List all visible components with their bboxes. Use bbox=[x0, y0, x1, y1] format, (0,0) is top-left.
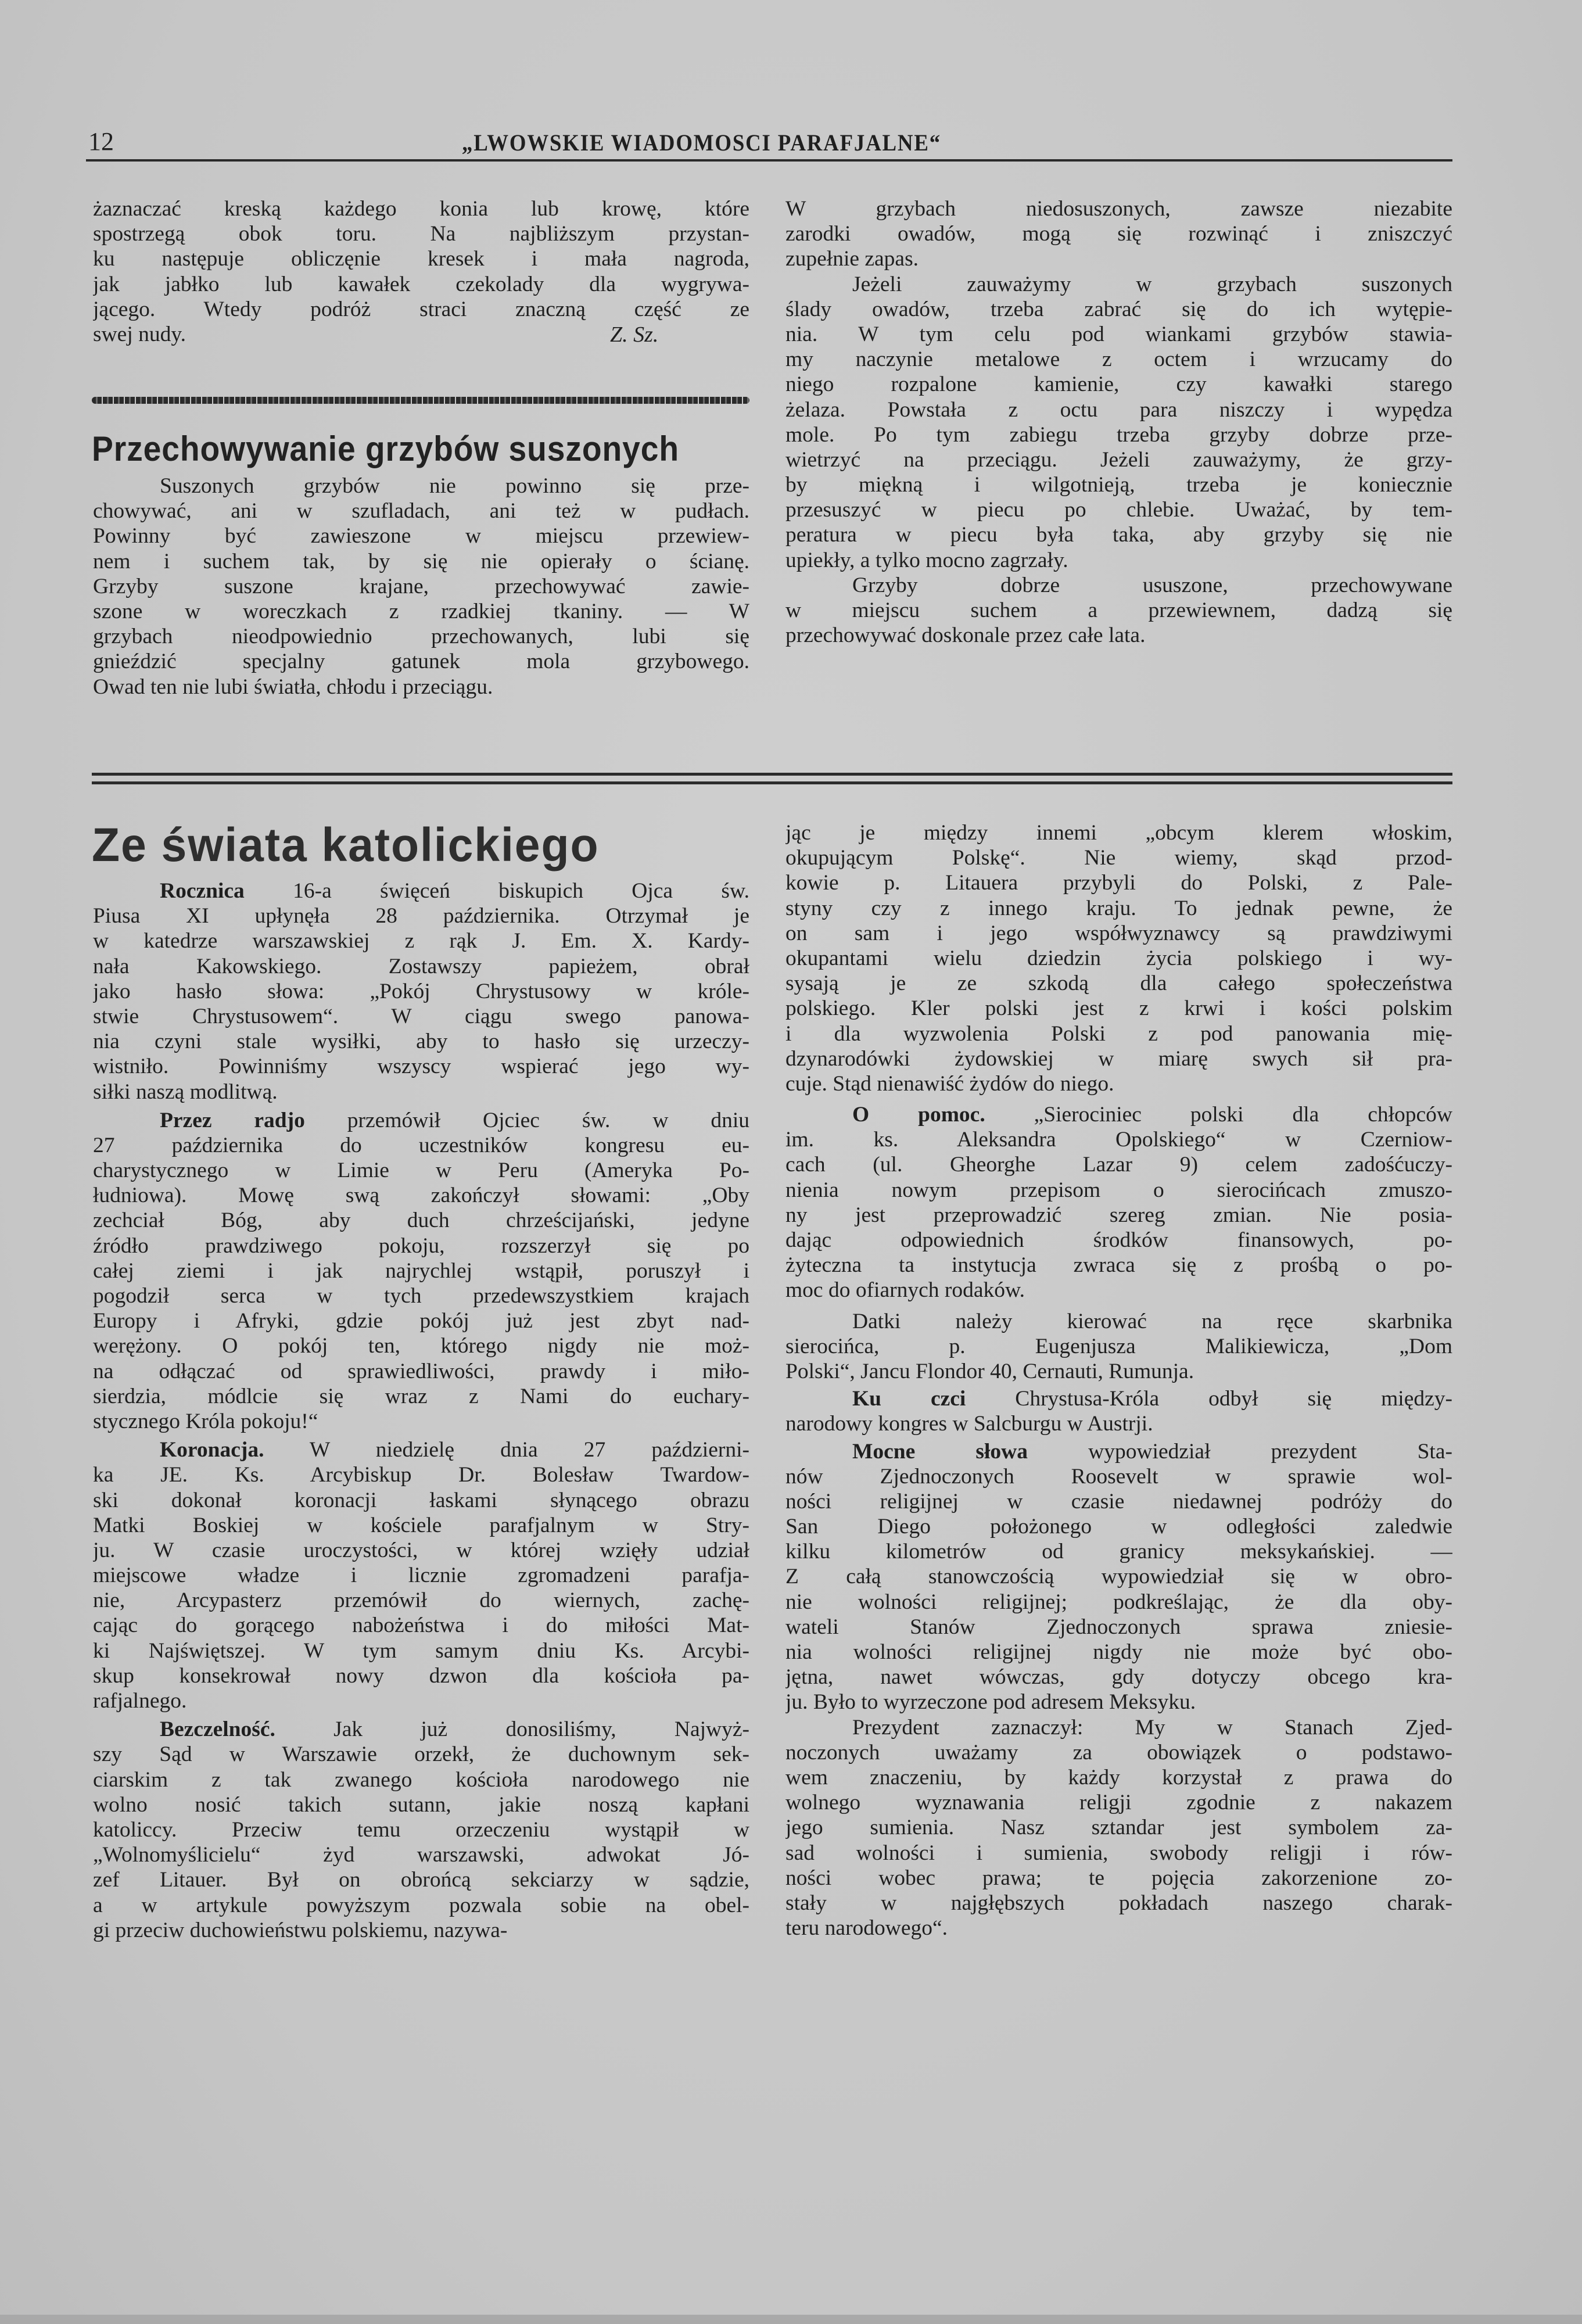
text-line: Bezczelność. Jak już donosiliśmy, Najwyż- bbox=[160, 1717, 749, 1742]
text-line: Koronacja. W niedzielę dnia 27 październi- bbox=[160, 1438, 749, 1462]
text-line: „Wolnomyślicielu“ żyd warszawski, adwokat Jó- bbox=[93, 1843, 749, 1867]
text-line: stycznego Króla pokoju!“ bbox=[93, 1409, 318, 1433]
text-line: on sam i jego współwyznawcy są prawdziwymi bbox=[785, 921, 1452, 945]
text-line: stały w najgłębszych pokładach naszego charak- bbox=[785, 1891, 1452, 1915]
text-line: ju. Było to wyrzeczone pod adresem Meksyku. bbox=[785, 1690, 1196, 1715]
text-line: zarodki owadów, mogą się rozwinąć i zniszczyć bbox=[785, 222, 1452, 246]
text-line: Ku czci Chrystusa-Króla odbył się między- bbox=[852, 1387, 1452, 1411]
ornamental-divider bbox=[92, 397, 749, 404]
text-line: narodowy kongres w Salcburgu w Austrji. bbox=[785, 1412, 1153, 1436]
text-line: gnieździć specjalny gatunek mola grzybowego. bbox=[93, 650, 749, 674]
text-line: peratura w piecu była taka, aby grzyby się nie bbox=[785, 523, 1452, 547]
text-line: Owad ten nie lubi światła, chłodu i przeciągu. bbox=[93, 675, 493, 699]
text-line: Europy i Afryki, gdzie pokój już jest zbyt nad- bbox=[93, 1309, 749, 1333]
text-line: nia wolności religijnej nigdy nie może być obo- bbox=[785, 1640, 1452, 1664]
text-line: polskiego. Kler polski jest z krwi i kości polskim bbox=[785, 996, 1452, 1021]
text-line: gi przeciw duchowieństwu polskiemu, nazywa- bbox=[93, 1918, 508, 1942]
publication-title: „LWOWSKIE WIADOMOSCI PARAFJALNE“ bbox=[462, 130, 941, 156]
text-line: w miejscu suchem a przewiewnem, dadzą się bbox=[785, 598, 1452, 622]
paragraph-lead: O pomoc. bbox=[852, 1103, 985, 1127]
text-line: żelaza. Powstała z octu para niszczy i wypędza bbox=[785, 397, 1452, 422]
text-line: przechowywać doskonale przez całe lata. bbox=[785, 623, 1146, 648]
page-number: 12 bbox=[88, 127, 114, 156]
text-line: Jeżeli zauważymy w grzybach suszonych bbox=[852, 272, 1452, 296]
text-line: źródło prawdziwego pokoju, rozszerzył się po bbox=[93, 1233, 749, 1258]
text-line: wolnego wyznawania religji zgodnie z nakazem bbox=[785, 1791, 1452, 1815]
text-line: dając odpowiednich środków finansowych, po- bbox=[785, 1228, 1452, 1252]
text-line: nie, Arcypasterz przemówił do wiernych, zachę- bbox=[93, 1588, 749, 1613]
text-line: Piusa XI upłynęła 28 października. Otrzymał je bbox=[93, 904, 749, 928]
text-line: nienia nowym przepisom o sierocińcach zmuszo- bbox=[785, 1178, 1452, 1202]
paragraph-lead: Przez radjo bbox=[160, 1108, 305, 1132]
text-line: 27 października do uczestników kongresu eu- bbox=[93, 1133, 749, 1157]
paragraph-lead: Mocne słowa bbox=[852, 1439, 1028, 1464]
text-line: Prezydent zaznaczył: My w Stanach Zjed- bbox=[852, 1715, 1452, 1740]
text-line: Matki Boskiej w kościele parafjalnym w Stry- bbox=[93, 1513, 749, 1537]
paragraph-lead: Rocznica bbox=[160, 879, 245, 903]
text-line: sad wolności i sumienia, swobody religji i rów- bbox=[785, 1841, 1452, 1865]
text-line: ciarskim z tak zwanego kościoła narodowego nie bbox=[93, 1767, 749, 1792]
text-line: zechciał Bóg, aby duch chrześcijański, jedyne bbox=[93, 1208, 749, 1233]
text-line: cach (ul. Gheorghe Lazar 9) celem zadośćuczy- bbox=[785, 1153, 1452, 1177]
text-line: wateli Stanów Zjednoczonych sprawa zniesie- bbox=[785, 1615, 1452, 1639]
text-line: całej ziemi i jak najrychlej wstąpił, poruszył i bbox=[93, 1258, 749, 1283]
text-line: swej nudy. bbox=[93, 322, 186, 346]
text-line: pogodził serca w tych przedewszystkiem krajach bbox=[93, 1284, 749, 1308]
text-line: szone w woreczkach z rzadkiej tkaniny. — W bbox=[93, 599, 749, 623]
text-line: ki Najświętszej. W tym samym dniu Ks. Arcybi- bbox=[93, 1638, 749, 1663]
text-line: siłki naszą modlitwą. bbox=[93, 1079, 278, 1104]
text-line: jako hasło słowa: „Pokój Chrystusowy w króle- bbox=[93, 979, 749, 1003]
paragraph-lead: Koronacja. bbox=[160, 1438, 264, 1462]
text-line: W grzybach niedosuszonych, zawsze niezabite bbox=[785, 197, 1452, 221]
text-line: im. ks. Aleksandra Opolskiego“ w Czerniow- bbox=[785, 1128, 1452, 1152]
text-line: dzynarodówki żydowskiej w miarę swych sił pra- bbox=[785, 1046, 1452, 1071]
author-signature: Z. Sz. bbox=[610, 322, 659, 347]
scan-edge bbox=[0, 2315, 1582, 2324]
text-line: ku następuje obliczęnie kresek i mała nagroda, bbox=[93, 247, 749, 271]
text-line: teru narodowego“. bbox=[785, 1916, 948, 1941]
text-line: na odłączać od sprawiedliwości, prawdy i miło- bbox=[93, 1359, 749, 1383]
text-line: noczonych uważamy za obowiązek o podstawo- bbox=[785, 1740, 1452, 1764]
text-line: miejscowe władze i licznie zgromadzeni parafja- bbox=[93, 1563, 749, 1588]
text-line: Z całą stanowczością wypowiedział się w obro- bbox=[785, 1565, 1452, 1589]
text-line: ju. W czasie uroczystości, w której wzięły udział bbox=[93, 1538, 749, 1562]
text-line: nia czyni stale wysiłki, aby to hasło się urzeczy- bbox=[93, 1030, 749, 1054]
text-line: okupantami wielu dziedzin życia polskiego i wy- bbox=[785, 946, 1452, 970]
text-line: wem znaczeniu, by każdy korzystał z prawa do bbox=[785, 1765, 1452, 1789]
text-line: i dla wyzwolenia Polski z pod panowania mię- bbox=[785, 1021, 1452, 1046]
text-line: łudniowa). Mowę swą zakończył słowami: „Oby bbox=[93, 1183, 749, 1208]
text-line: ski dokonał koronacji łaskami słynącego obrazu bbox=[93, 1488, 749, 1512]
text-line: szy Sąd w Warszawie orzekł, że duchownym sek- bbox=[93, 1742, 749, 1767]
text-line: zupełnie zapas. bbox=[785, 247, 919, 271]
text-line: wolno nosić takich sutann, jakie noszą kapłani bbox=[93, 1792, 749, 1817]
text-line: werężony. O pokój ten, którego nigdy nie moż- bbox=[93, 1334, 749, 1358]
text-line: grzybach nieodpowiednio przechowanych, lubi się bbox=[93, 625, 749, 649]
section-double-rule-top bbox=[92, 773, 1452, 776]
text-line: jego sumienia. Nasz sztandar jest symbolem za- bbox=[785, 1816, 1452, 1840]
text-line: sysają je ze szkodą dla całego społeczeństwa bbox=[785, 971, 1452, 996]
text-line: O pomoc. „Sierociniec polski dla chłopców bbox=[852, 1103, 1452, 1127]
paragraph-lead: Ku czci bbox=[852, 1387, 966, 1411]
text-line: by miękną i wilgotnieją, trzeba je koniecznie bbox=[785, 473, 1452, 497]
text-line: nów Zjednoczonych Roosevelt w sprawie wol- bbox=[785, 1464, 1452, 1489]
text-line: a w artykule powyższym pozwala sobie na obel- bbox=[93, 1893, 749, 1917]
paragraph-lead: Bezczelność. bbox=[160, 1717, 275, 1742]
text-line: Grzyby suszone krajane, przechowywać zawie- bbox=[93, 574, 749, 598]
text-line: nała Kakowskiego. Zostawszy papieżem, obrał bbox=[93, 954, 749, 978]
article-title-mushrooms: Przechowywanie grzybów suszonych bbox=[92, 429, 680, 468]
text-line: San Diego położonego w odległości zaledwie bbox=[785, 1515, 1452, 1539]
text-line: Grzyby dobrze ususzone, przechowywane bbox=[852, 573, 1452, 597]
text-line: ności wobec prawa; te pojęcia zakorzenione zo- bbox=[785, 1866, 1452, 1890]
text-line: Powinny być zawieszone w miejscu przewiew- bbox=[93, 524, 749, 548]
text-line: w katedrze warszawskiej z rąk J. Em. X. Kardy- bbox=[93, 929, 749, 953]
text-line: kilku kilometrów od granicy meksykańskiej. — bbox=[785, 1540, 1452, 1564]
catholic-news-right-column bbox=[785, 820, 1452, 1941]
text-line: Mocne słowa wypowiedział prezydent Sta- bbox=[852, 1439, 1452, 1464]
text-line: my naczynie metalowe z octem i wrzucamy do bbox=[785, 347, 1452, 372]
text-line: Suszonych grzybów nie powinno się prze- bbox=[160, 474, 749, 498]
text-line: sierocińca, p. Eugenjusza Malikiewicza, „Dom bbox=[785, 1334, 1452, 1358]
text-line: wistniło. Powinniśmy wszyscy wspierać jego wy- bbox=[93, 1055, 749, 1079]
text-line: cuje. Stąd nienawiść żydów do niego. bbox=[785, 1071, 1114, 1096]
text-line: charystycznego w Limie w Peru (Ameryka Po- bbox=[93, 1159, 749, 1183]
text-line: styny czy z innego kraju. To jednak pewne, że bbox=[785, 896, 1452, 920]
article-body-mushrooms-right bbox=[785, 196, 1452, 648]
text-line: jętna, nawet wówczas, gdy dotyczy obcego kra- bbox=[785, 1665, 1452, 1690]
section-title-catholic-world: Ze świata katolickiego bbox=[92, 819, 600, 871]
text-line: żyteczna ta instytucja zwraca się z prośbą o po- bbox=[785, 1253, 1452, 1278]
text-line: nia. W tym celu pod wiankami grzybów stawia- bbox=[785, 322, 1452, 346]
text-line: ka JE. Ks. Arcybiskup Dr. Bolesław Twardow- bbox=[93, 1463, 749, 1487]
text-line: przesuszyć w piecu po chlebie. Uważać, by tem- bbox=[785, 498, 1452, 522]
text-line: jącego. Wtedy podróż straci znaczną część ze bbox=[93, 297, 749, 321]
catholic-news-left-column bbox=[93, 878, 749, 1943]
text-line: kowie p. Litauera przybyli do Polski, z Pale- bbox=[785, 871, 1452, 895]
text-line: Przez radjo przemówił Ojciec św. w dniu bbox=[160, 1108, 749, 1132]
header-rule bbox=[86, 159, 1452, 162]
section-double-rule-bottom bbox=[92, 781, 1452, 784]
text-line: sierdzia, módlcie się wraz z Nami do euchary- bbox=[93, 1384, 749, 1408]
text-line: Datki należy kierować na ręce skarbnika bbox=[852, 1309, 1452, 1333]
text-line: spostrzegą obok toru. Na najbliższym przystan- bbox=[93, 222, 749, 246]
text-line: ślady owadów, trzeba zabrać się do ich wytępie- bbox=[785, 297, 1452, 321]
text-line: ny jest przeprowadzić szereg zmian. Nie posia- bbox=[785, 1203, 1452, 1227]
text-line: okupującym Polskę“. Nie wiemy, skąd przod- bbox=[785, 846, 1452, 870]
text-line: chowywać, ani w szufladach, ani też w pudłach. bbox=[93, 499, 749, 523]
text-line: stwie Chrystusowem“. W ciągu swego panowa- bbox=[93, 1004, 749, 1028]
text-line: mole. Po tym zabiegu trzeba grzyby dobrze prze- bbox=[785, 422, 1452, 447]
text-line: moc do ofiarnych rodaków. bbox=[785, 1278, 1025, 1303]
text-line: jąc je między innemi „obcym klerem włoskim, bbox=[785, 821, 1452, 845]
text-line: Rocznica 16-a święceń biskupich Ojca św. bbox=[160, 879, 749, 903]
text-line: upiekły, a tylko mocno zagrzały. bbox=[785, 548, 1068, 572]
text-line: rafjalnego. bbox=[93, 1689, 187, 1713]
text-line: katoliccy. Przeciw temu orzeczeniu wystąpił w bbox=[93, 1817, 749, 1842]
text-line: żaznaczać kreską każdego konia lub krowę, które bbox=[93, 197, 749, 221]
text-line: ności religijnej w czasie niedawnej podróży do bbox=[785, 1489, 1452, 1514]
text-line: jak jabłko lub kawałek czekolady dla wygrywa- bbox=[93, 272, 749, 296]
text-line: nie wolności religijnej; podkreślając, że dla oby- bbox=[785, 1590, 1452, 1614]
text-line: zef Litauer. Był on obrońcą sekciarzy w sądzie, bbox=[93, 1868, 749, 1892]
text-line: Polski“, Jancu Flondor 40, Cernauti, Rumunja. bbox=[785, 1359, 1194, 1383]
article-body-mushrooms-left bbox=[93, 474, 749, 700]
text-line: skup konsekrował nowy dzwon dla kościoła pa- bbox=[93, 1663, 749, 1688]
text-line: niego rozpalone kamienie, czy kawałki starego bbox=[785, 372, 1452, 397]
text-line: cając do gorącego nabożeństwa i do miłości Mat- bbox=[93, 1613, 749, 1638]
text-line: wietrzyć na przeciągu. Jeżeli zauważymy, że grzy- bbox=[785, 447, 1452, 472]
text-line: nem i suchem tak, by się nie opierały o ścianę. bbox=[93, 549, 749, 573]
